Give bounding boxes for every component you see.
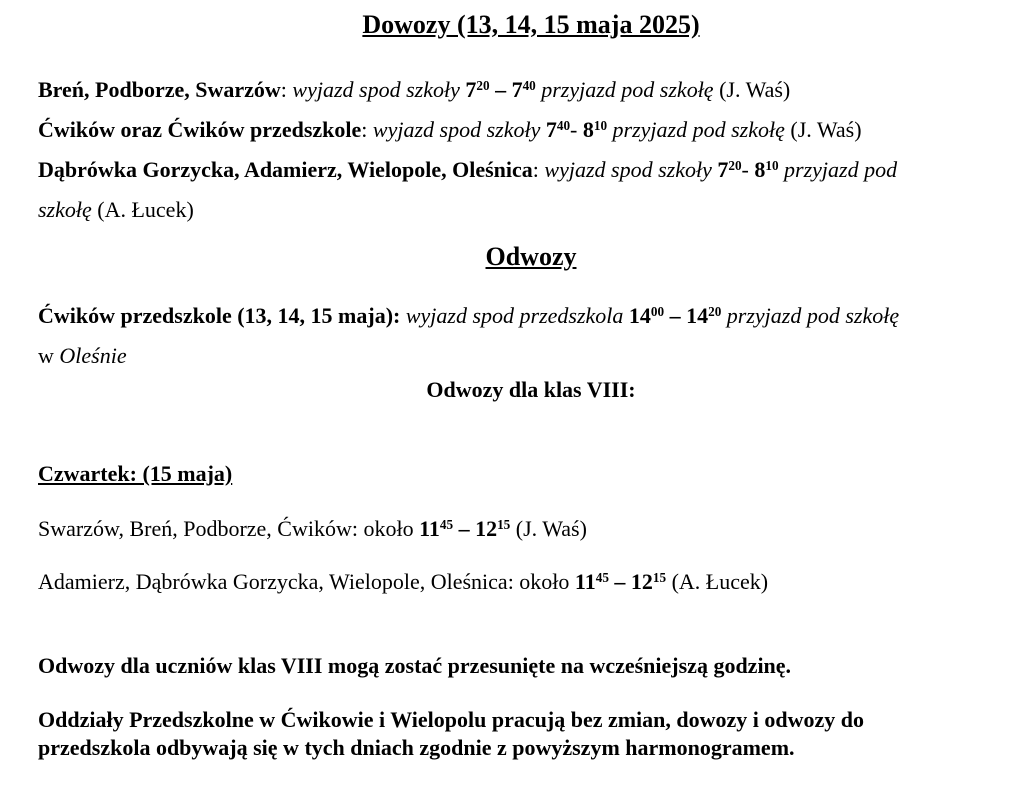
document-content xyxy=(38,8,1024,762)
schedule-paragraph-swarzow: Swarzów, Breń, Podborze, Ćwików: około $11^{45} - 12^{15}$ (J. Waś) xyxy=(38,516,587,541)
note-paragraph-preschool: Oddziały Przedszkolne w Ćwikowie i Wielopolu pracują bez zmian, dowozy i odwozy do przedszkola odbywają się w tych dniach zgodnie z powyższym harmonogramem. xyxy=(38,707,865,760)
route-paragraph-dabrowka: Dąbrówka Gorzycka, Adamierz, Wielopole, Oleśnica: wyjazd spod szkoły $7^{20}-$ $8^{10}$ przyjazd pod szkołę (A. Łucek) xyxy=(38,157,898,222)
subsection-heading-klas-viii: Odwozy dla klas VIII: xyxy=(426,377,636,402)
section-klasy-viii xyxy=(38,376,1024,596)
section-odwozy xyxy=(38,296,1024,376)
section-dowozy xyxy=(38,70,1024,230)
section-heading-odwozy: Odwozy xyxy=(485,242,577,271)
day-heading-czwartek: Czwartek: (15 maja) xyxy=(38,461,233,486)
document-title: Dowozy (13, 14, 15 maja 2025) xyxy=(362,10,700,39)
route-paragraph-bren-podborze-swarzow: Breń, Podborze, Swarzów: wyjazd spod szkoły $7^{20} - 7^{40}$ przyjazd pod szkołę (J. Waś) xyxy=(38,77,791,102)
section-notes xyxy=(38,652,1024,762)
route-paragraph-cwikow: Ćwików oraz Ćwików przedszkole: wyjazd spod szkoły $7^{40}-$ $8^{10}$ przyjazd pod szkołę (J. Waś) xyxy=(38,117,862,142)
route-paragraph-cwikow-przedszkole: Ćwików przedszkole (13, 14, 15 maja): wyjazd spod przedszkola $14^{00} - 14^{20}$ przyjazd pod szkołę w Oleśnie xyxy=(38,303,900,368)
note-paragraph-early-departure: Odwozy dla uczniów klas VIII mogą zostać przesunięte na wcześniejszą godzinę. xyxy=(38,653,792,678)
schedule-paragraph-adamierz: Adamierz, Dąbrówka Gorzycka, Wielopole, Oleśnica: około $11^{45} - 12^{15}$ (A. Łucek) xyxy=(38,569,769,594)
